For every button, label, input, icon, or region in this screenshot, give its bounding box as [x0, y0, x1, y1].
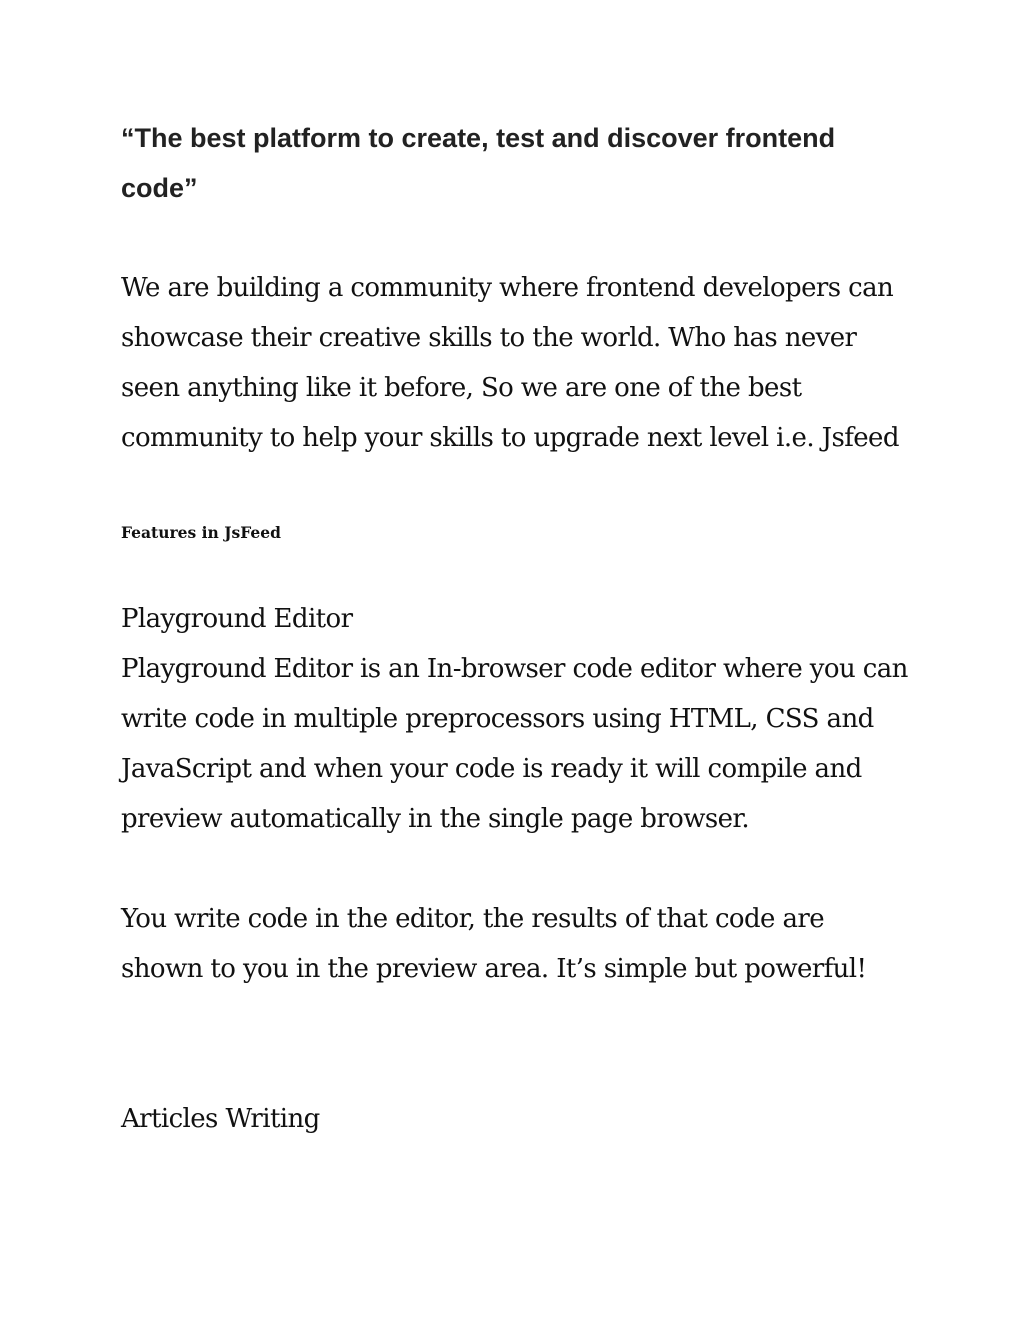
playground-editor-description: Playground Editor is an In-browser code editor where you can write code in multiple preprocessors using HTML, CSS and JavaScript and when your code is ready it will compile and preview automatically in the single page browser. — [121, 654, 908, 834]
playground-editor-summary: You write code in the editor, the results of that code are shown to you in the preview area. It’s simple but powerful! — [121, 904, 867, 984]
features-heading: Features in JsFeed — [121, 523, 281, 542]
tagline-heading: “The best platform to create, test and discover frontend code” — [121, 123, 836, 203]
intro-paragraph: We are building a community where frontend developers can showcase their creative skills to the world. Who has never seen anything like it before, So we are one of the best community to help your skills to upgrade next level i.e. Jsfeed — [121, 273, 899, 453]
document-content — [121, 113, 911, 1144]
playground-editor-title: Playground Editor — [121, 604, 353, 634]
articles-writing-title: Articles Writing — [121, 1104, 320, 1134]
